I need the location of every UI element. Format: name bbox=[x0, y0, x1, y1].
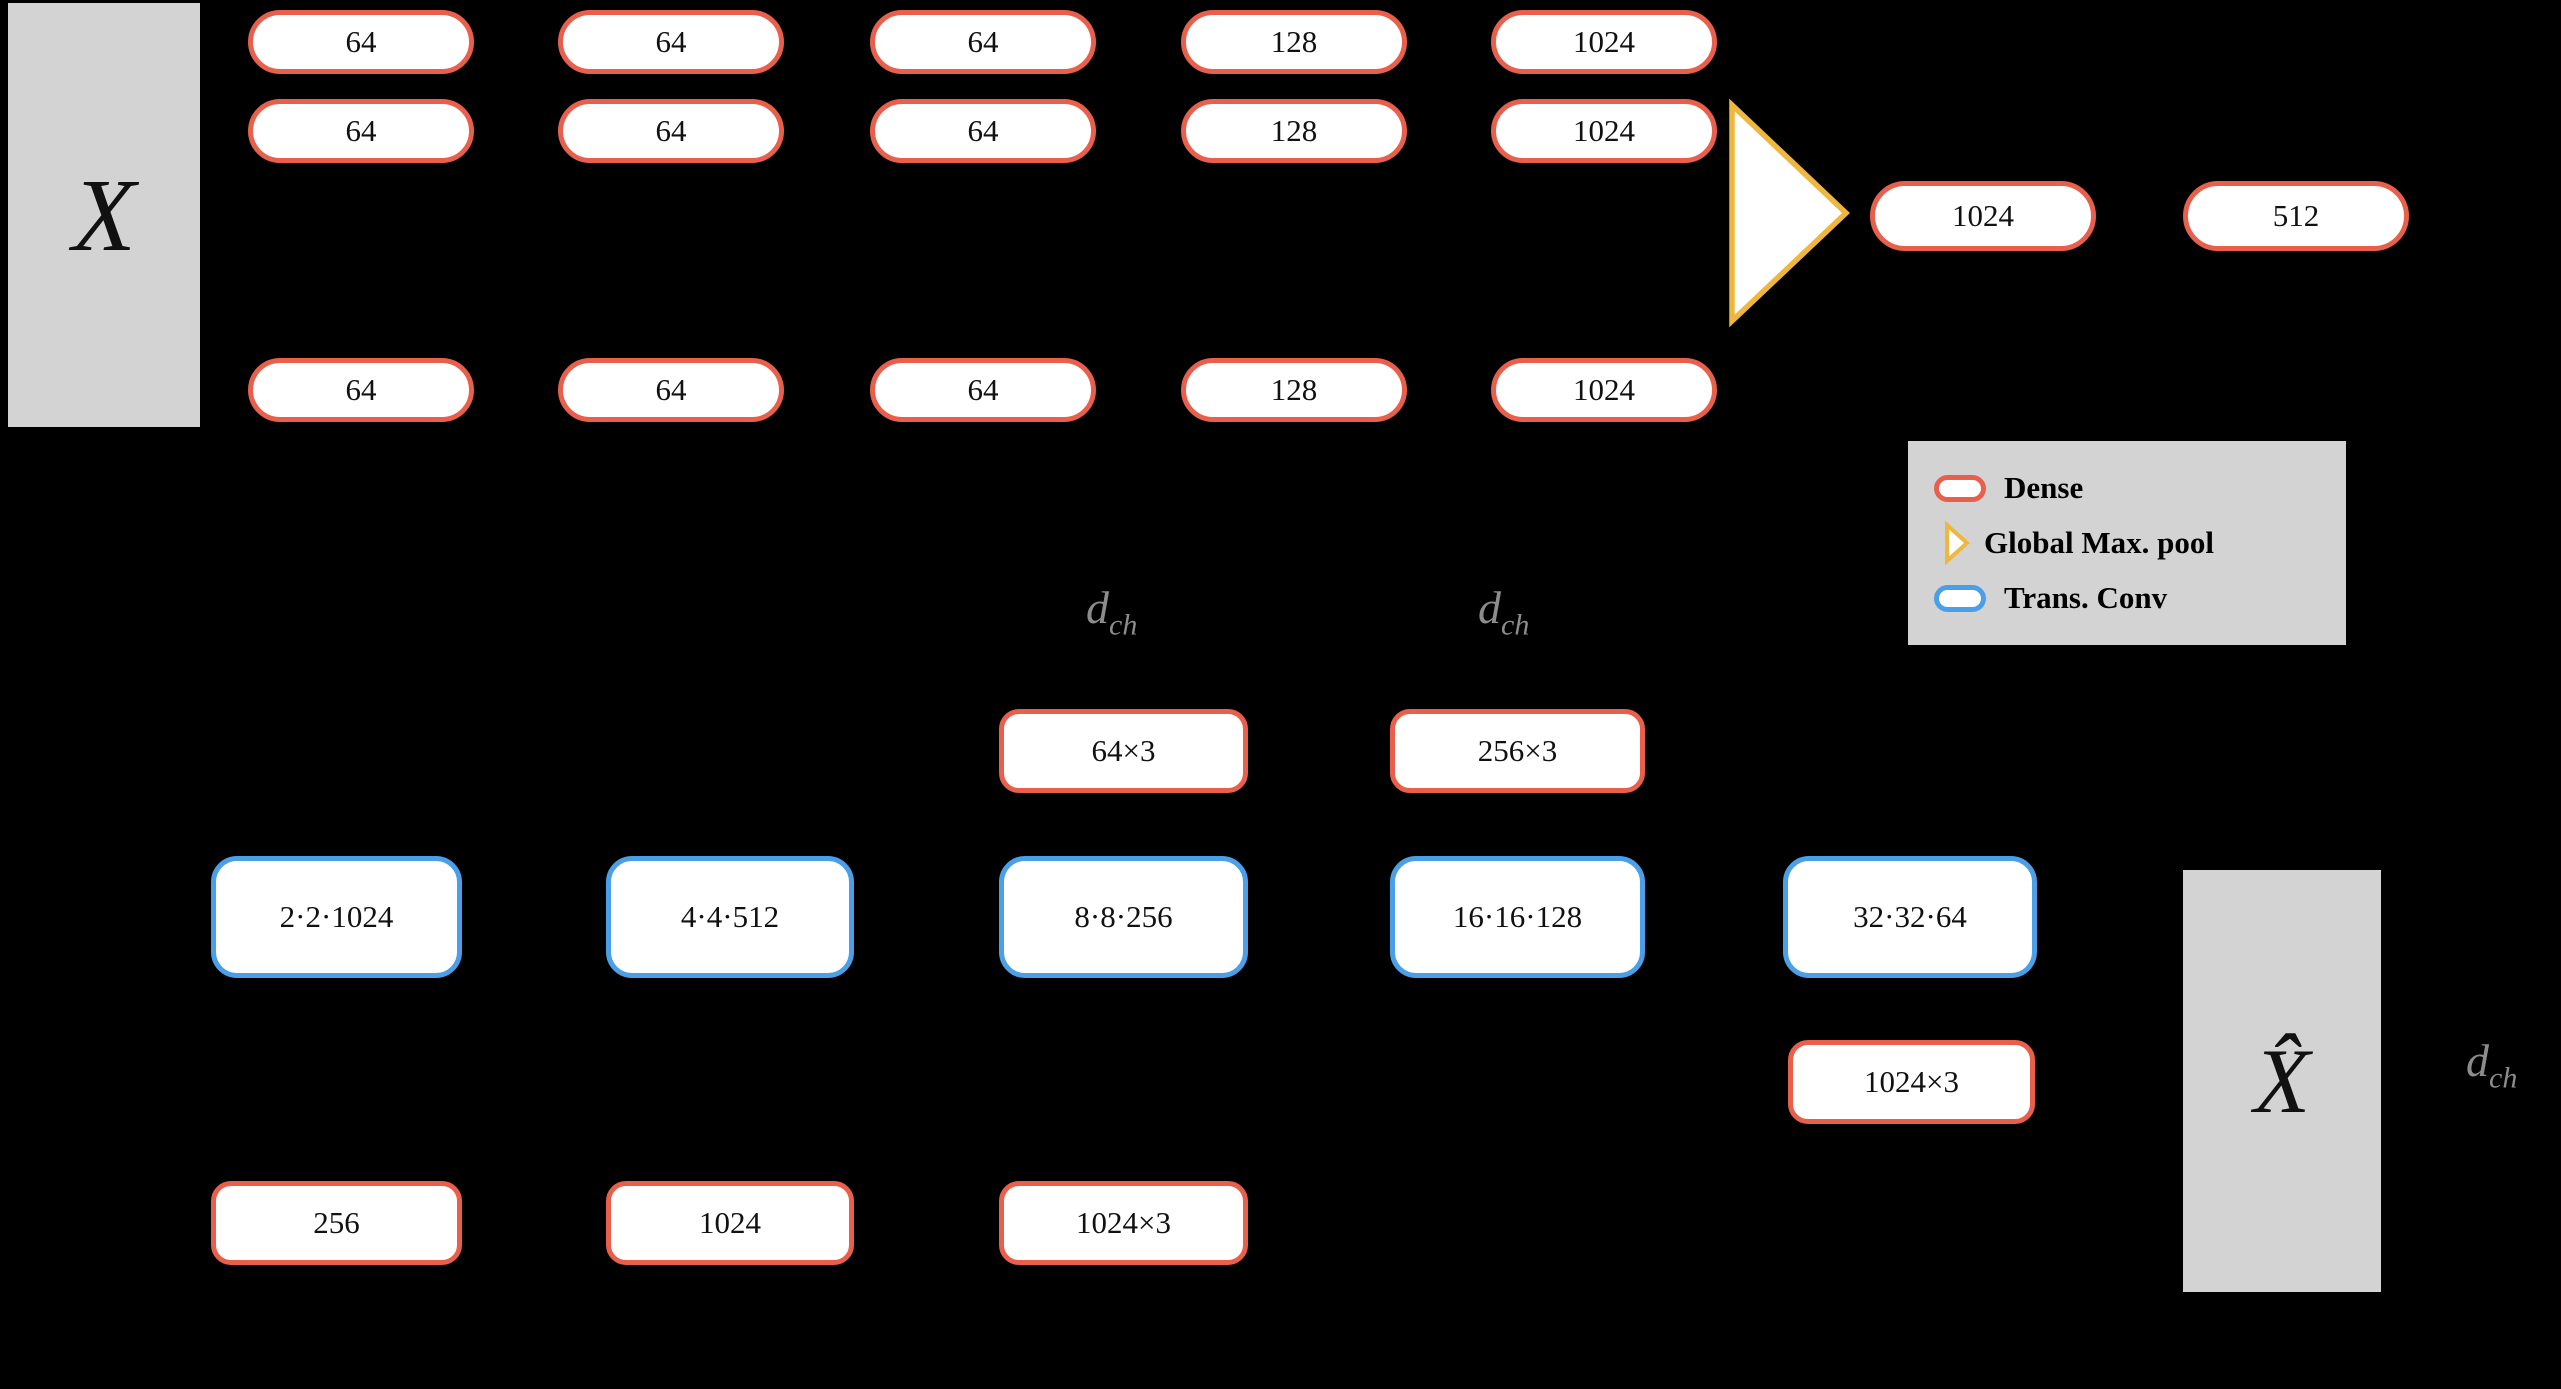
dense-layer-label: 128 bbox=[1270, 24, 1318, 59]
dch-subscript: ch bbox=[1501, 608, 1530, 642]
dense-layer bbox=[558, 99, 784, 163]
trans-conv-layer bbox=[999, 856, 1248, 978]
dense-layer-label: 1024 bbox=[1573, 24, 1635, 59]
dense-layer bbox=[248, 358, 474, 422]
dense-layer bbox=[870, 358, 1096, 422]
dense-layer-label: 64 bbox=[967, 113, 999, 148]
input-tensor-box bbox=[8, 3, 200, 427]
dense-layer-label: 64 bbox=[345, 24, 377, 59]
dense-layer-label: 64 bbox=[967, 372, 999, 407]
dense-layer bbox=[870, 99, 1096, 163]
dense-layer-label: 128 bbox=[1270, 372, 1318, 407]
trans-conv-layer bbox=[1783, 856, 2037, 978]
dense-layer bbox=[1870, 181, 2096, 251]
dense-layer-label: 64 bbox=[345, 113, 377, 148]
dense-layer-label: 1024 bbox=[1573, 113, 1635, 148]
dch-base: d bbox=[2466, 1035, 2489, 1086]
dense-layer-label: 64 bbox=[655, 113, 687, 148]
dense-layer bbox=[1491, 10, 1717, 74]
dense-layer bbox=[606, 1181, 854, 1265]
dch-subscript: ch bbox=[2489, 1061, 2518, 1095]
trans-conv-layer-label: 32·32·64 bbox=[1853, 899, 1967, 934]
dch-label bbox=[1478, 582, 1530, 642]
dch-label bbox=[2466, 1035, 2518, 1095]
legend-label-dense: Dense bbox=[2004, 470, 2084, 505]
dense-layer-label: 256 bbox=[313, 1205, 360, 1240]
dense-layer bbox=[558, 358, 784, 422]
dense-layer bbox=[1788, 1040, 2035, 1124]
dense-layer bbox=[248, 10, 474, 74]
legend bbox=[1908, 441, 2346, 645]
trans-conv-layer bbox=[211, 856, 462, 978]
dense-layer bbox=[1181, 358, 1407, 422]
dense-pill-icon bbox=[1934, 475, 1986, 502]
dense-layer bbox=[999, 709, 1248, 793]
input-tensor-label: X bbox=[72, 157, 136, 273]
dense-layer bbox=[999, 1181, 1248, 1265]
dch-subscript: ch bbox=[1109, 608, 1138, 642]
dense-layer bbox=[211, 1181, 462, 1265]
legend-label-trans-conv: Trans. Conv bbox=[2004, 580, 2168, 615]
dense-layer bbox=[248, 99, 474, 163]
dch-base: d bbox=[1478, 582, 1501, 633]
trans-conv-layer-label: 4·4·512 bbox=[680, 899, 780, 934]
trans-conv-layer-label: 16·16·128 bbox=[1452, 899, 1583, 934]
global-max-pool-icon bbox=[1726, 98, 1854, 328]
dense-layer-label: 64×3 bbox=[1091, 733, 1156, 768]
dense-layer-label: 1024 bbox=[1952, 198, 2014, 233]
trans-conv-layer-label: 8·8·256 bbox=[1074, 899, 1173, 934]
dense-layer-label: 64 bbox=[655, 372, 687, 407]
dense-layer-label: 64 bbox=[345, 372, 377, 407]
dense-layer bbox=[2183, 181, 2409, 251]
dch-label bbox=[1086, 582, 1138, 642]
trans-conv-layer-label: 2·2·1024 bbox=[279, 899, 394, 934]
dense-layer-label: 64 bbox=[655, 24, 687, 59]
legend-item-trans-conv bbox=[1934, 580, 2346, 616]
trans-conv-layer bbox=[1390, 856, 1645, 978]
dense-layer bbox=[870, 10, 1096, 74]
dense-layer-label: 1024 bbox=[1573, 372, 1635, 407]
dense-layer bbox=[1181, 10, 1407, 74]
dense-layer-label: 64 bbox=[967, 24, 999, 59]
legend-item-global-max-pool bbox=[1934, 521, 2346, 565]
legend-label-global-max-pool: Global Max. pool bbox=[1984, 525, 2214, 560]
dense-layer bbox=[1390, 709, 1645, 793]
dense-layer bbox=[1181, 99, 1407, 163]
trans-conv-pill-icon bbox=[1934, 585, 1986, 612]
global-max-pool-icon bbox=[1944, 521, 1970, 565]
legend-item-dense bbox=[1934, 470, 2346, 506]
dense-layer bbox=[558, 10, 784, 74]
dense-layer-label: 256×3 bbox=[1477, 733, 1558, 768]
trans-conv-layer bbox=[606, 856, 854, 978]
dense-layer-label: 512 bbox=[2272, 198, 2320, 233]
output-tensor-label: X̂ bbox=[2253, 1030, 2311, 1132]
dense-layer-label: 1024×3 bbox=[1076, 1205, 1171, 1240]
output-tensor-box bbox=[2183, 870, 2381, 1292]
dense-layer bbox=[1491, 358, 1717, 422]
dense-layer-label: 128 bbox=[1270, 113, 1318, 148]
dense-layer-label: 1024×3 bbox=[1864, 1064, 1959, 1099]
dense-layer-label: 1024 bbox=[699, 1205, 761, 1240]
dch-base: d bbox=[1086, 582, 1109, 633]
dense-layer bbox=[1491, 99, 1717, 163]
